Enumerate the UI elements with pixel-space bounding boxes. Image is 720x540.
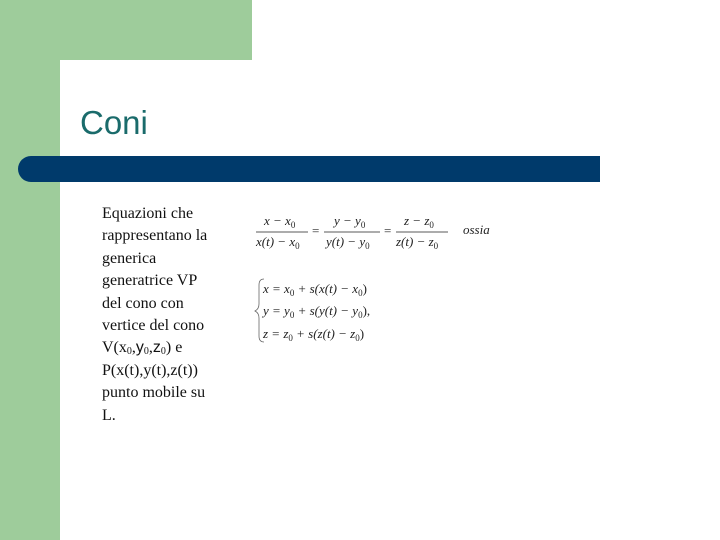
svg-text:y = y0 + s(y(t) − y0),: $y = y_0 + s(y(t) - y_0)$, — [263, 303, 371, 320]
body-line: punto mobile su — [102, 384, 206, 402]
cone-equations-image — [250, 205, 510, 345]
ossia-word: ossia — [463, 222, 490, 237]
parametric-system — [255, 279, 370, 343]
point-coordinates: P(x(t),y(t),z(t)) — [102, 361, 198, 379]
slide-title: Coni — [80, 104, 148, 141]
body-line: generatrice VP — [102, 272, 198, 290]
svg-text:x = x0 + s(x(t) − x0): $x = x_0 + s(x(t) - x_0)$ — [263, 281, 367, 298]
body-line: del cono con — [102, 294, 184, 312]
slide-body-text — [102, 203, 232, 427]
body-line: rappresentano la — [102, 227, 208, 245]
body-line: Equazioni che — [102, 205, 194, 222]
svg-text:=: = — [384, 223, 392, 238]
svg-text:=: = — [312, 223, 320, 238]
body-line: vertice del cono — [102, 317, 205, 335]
line-equation-fractions — [255, 213, 490, 251]
svg-text:y(t) − y0: $y(t) - y_0$ — [326, 234, 370, 251]
svg-text:z = z0 + s(z(t) − z0): $z = z_0 + s(z(t) - z_0)$ — [263, 326, 365, 343]
svg-text:z − z0: $z - z_0$ — [404, 213, 434, 230]
body-line: L. — [102, 406, 116, 424]
svg-text:x − x0: $x - x_0$ — [264, 213, 296, 230]
title-underline-bar — [18, 156, 600, 182]
body-line: generica — [102, 249, 157, 267]
svg-text:x(t) − x0: $x(t) - x_0$ — [256, 234, 300, 251]
vertex-coordinates: $V(x_0,y_0,z_0)$ e — [102, 339, 183, 358]
green-background-left — [0, 0, 60, 540]
svg-text:y − y0: $y - y_0$ — [334, 213, 366, 230]
svg-text:z(t) − z0: $z(t) - z_0$ — [396, 234, 439, 251]
